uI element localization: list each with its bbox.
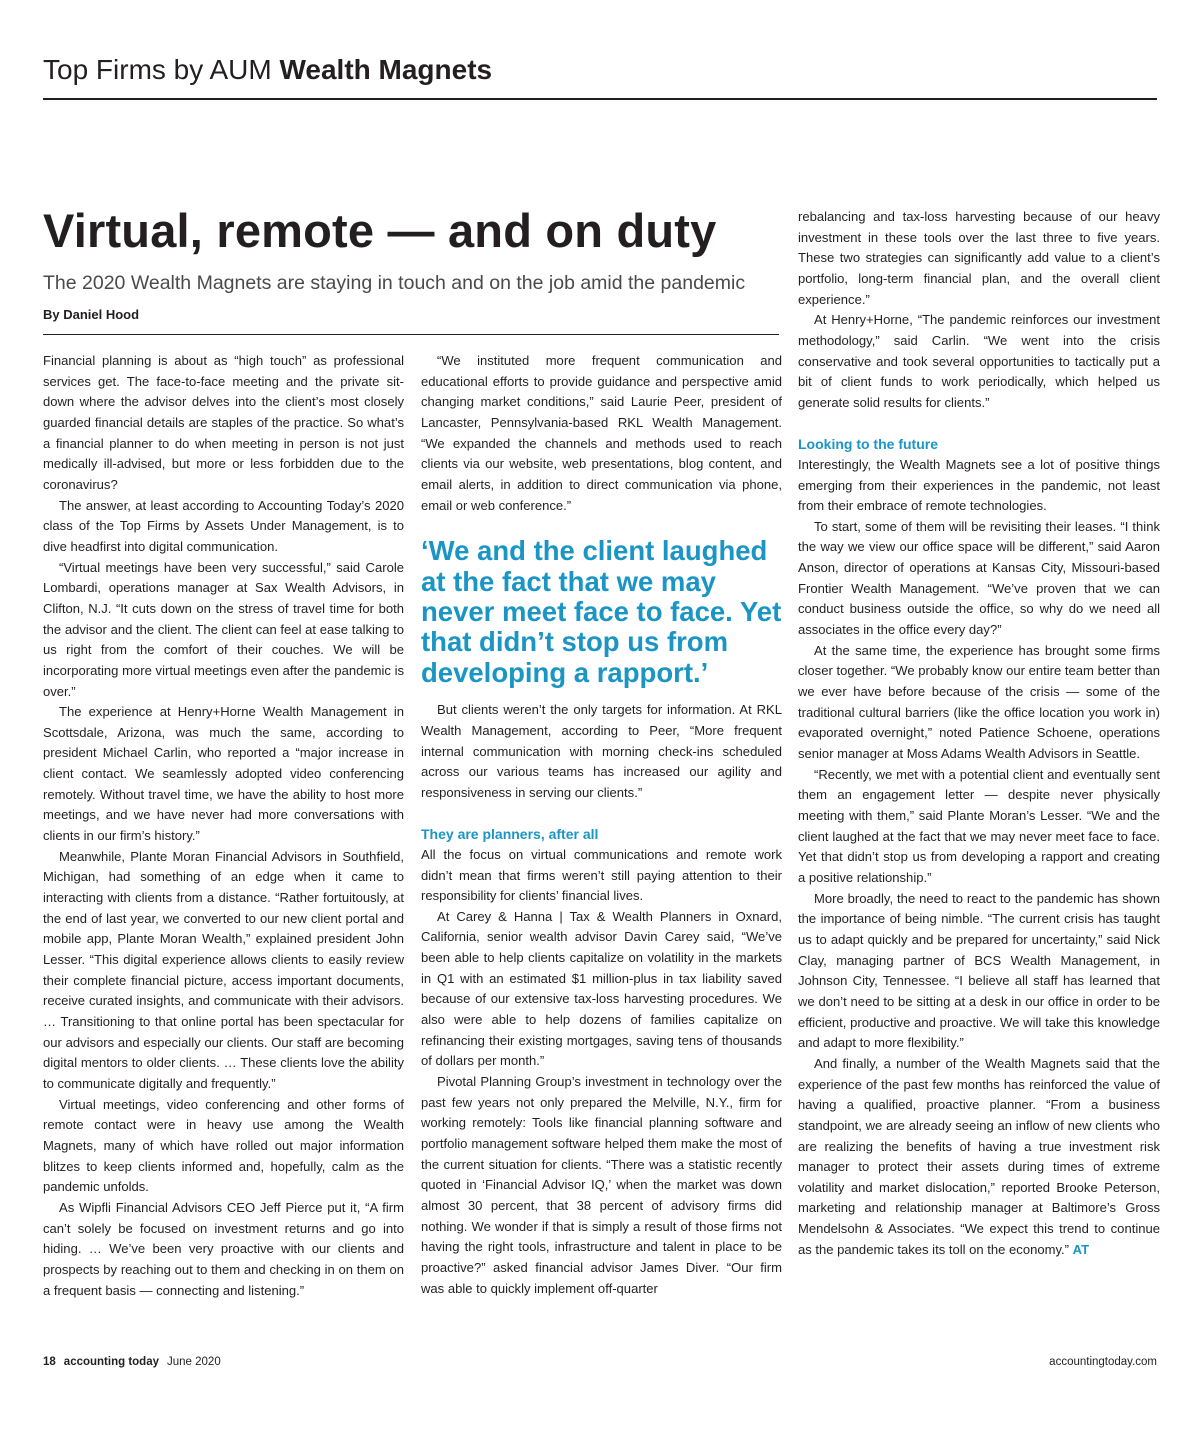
paragraph: To start, some of them will be revisiting their leases. “I think the way we view our office space will be different,” said Aaron Anson, director of operations at Kansas City, Missouri-based Frontier Wealth Management. “We’ve proven that we can conduct business outside the office, so why do we need all associates in the office every day?”	[798, 518, 1160, 638]
paragraph: More broadly, the need to react to the pandemic has shown the importance of being nimble. “The current crisis has taught us to adapt quickly and be prepared for uncertainty,” said Nick Clay, managing partner of BCS Wealth Management, in Johnson City, Tennessee. “I believe all staff has learned that we don’t need to be sitting at a desk in our office in order to be efficient, productive and proactive. We will take this knowledge and adapt to more flexibility.”	[798, 890, 1160, 1051]
title-divider	[43, 334, 779, 335]
issue-date: June 2020	[167, 1356, 221, 1368]
paragraph: All the focus on virtual communications and remote work didn’t mean that firms weren’t still paying attention to their responsibility for clients’ financial lives.	[421, 846, 782, 904]
paragraph: At Carey & Hanna | Tax & Wealth Planners in Oxnard, California, senior wealth advisor Davin Carey said, “We’ve been able to help clients capitalize on volatility in the markets in Q1 with an estimated $1 million-plus in tax liability saved because of our extensive tax-loss harvesting procedures. We also were able to help dozens of families capitalize on refinancing their existing mortgages, saving tens of thousands of dollars per month.”	[421, 908, 782, 1069]
paragraph: “Recently, we met with a potential client and eventually sent them an engagement letter — despite never physically meeting with them,” said Plante Moran’s Lesser. “We and the client laughed at the fact that we may never meet face to face. Yet that didn’t stop us from developing a rapport and creating a positive relationship.”	[798, 766, 1160, 885]
paragraph: Pivotal Planning Group’s investment in technology over the past few years not only prepared the Melville, N.Y., firm for working remotely: Tools like financial planning software and portfolio management software helped them make the most of the current situation for clients. “There was a statistic recently quoted in ‘Financial Advisor IQ,’ when the market was down almost 30 percent, that 38 percent of advisory firms did nothing. We wonder if that is simply a result of those firms not having the right tools, infrastructure and talent in place to be proactive?” asked financial advisor James Diver. “Our firm was able to quickly implement off-quarter	[421, 1074, 782, 1296]
section-label-bold: Wealth Magnets	[279, 54, 493, 85]
footer-left	[43, 1356, 221, 1368]
subhead: The 2020 Wealth Magnets are staying in touch and on the job amid the pandemic	[43, 272, 746, 294]
section-label: Top Firms by AUM	[43, 54, 272, 85]
paragraph: “We instituted more frequent communication and educational efforts to provide guidance and perspective amid changing market conditions,” said Laurie Peer, president of Lancaster, Pennsylvania-based RKL Wealth Management. “We expanded the channels and methods used to reach clients via our website, web presentations, blog content, and email alerts, in addition to direct communication via phone, email or web conference.”	[421, 353, 782, 513]
magazine-name: accounting today	[63, 1356, 159, 1368]
paragraph: At the same time, the experience has brought some firms closer together. “We probably know our entire team better than we ever have before because of the crisis — some of the traditional cultural barriers (like the office location you work in) evaporated overnight,” noted Patience Schoene, operations senior manager at Moss Adams Wealth Advisors in Seattle.	[798, 642, 1160, 762]
paragraph: Meanwhile, Plante Moran Financial Advisors in Southfield, Michigan, had something of an edge when it came to interacting with clients from a distance. “Rather fortuitously, at the end of last year, we converted to our new client portal and mobile app, Plante Moran Wealth,” explained president John Lesser. “This digital experience allows clients to easily review their complete financial picture, access important documents, receive curated insights, and communicate with their advisors. … Transitioning to that online portal has been spectacular for our advisors and especially our clients. Our staff are becoming digital mentors to older clients. … These clients love the ability to communicate digitally and frequently.”	[43, 848, 404, 1091]
column-1	[43, 351, 404, 1301]
paragraph: The answer, at least according to Accounting Today’s 2020 class of the Top Firms by Assets Under Management, is to dive headfirst into digital communication.	[43, 497, 404, 554]
paragraph: The experience at Henry+Horne Wealth Management in Scottsdale, Arizona, was much the same, according to president Michael Carlin, who reported a “major increase in client contact. We seamlessly adopted video conferencing remotely. Without travel time, we have the ability to host more meetings, and we have never had more conversations with clients in our firm’s history.”	[43, 704, 404, 844]
paragraph: rebalancing and tax-loss harvesting because of our heavy investment in these tools over the last three to five years. These two strategies can significantly add value to a client’s portfolio, long-term financial plan, and the overall client experience.”	[798, 209, 1160, 307]
paragraph: At Henry+Horne, “The pandemic reinforces our investment methodology,” said Carlin. “We went into the crisis conservative and took several opportunities to tactically put a bit of client funds to work periodically, which helped us generate solid results for clients.”	[798, 312, 1160, 410]
paragraph: Financial planning is about as “high touch” as professional services get. The face-to-face meeting and the private sit-down where the advisor delves into the client’s most closely guarded financial details are staples of the practice. So what’s a financial planner to do when meeting in person is not just medically ill-advised, but more or less forbidden due to the coronavirus?	[43, 353, 404, 492]
section-heading-planners: They are planners, after all	[421, 826, 599, 843]
section-header	[43, 54, 492, 86]
section-heading-future: Looking to the future	[798, 436, 938, 453]
paragraph-final	[798, 1054, 1160, 1261]
footer-url: accountingtoday.com	[1049, 1356, 1157, 1368]
header-divider	[43, 98, 1157, 100]
paragraph: “Virtual meetings have been very successful,” said Carole Lombardi, operations manager at Sax Wealth Advisors, in Clifton, N.J. “It cuts down on the stress of travel time for both the advisor and the client. The client can feel at ease talking to us right from the comfort of their couches. We will be incorporating more virtual meetings even after the pandemic is over.”	[43, 559, 404, 699]
byline: By Daniel Hood	[43, 307, 140, 322]
column-3	[798, 207, 1160, 1260]
page-number: 18	[43, 1356, 56, 1368]
headline: Virtual, remote — and on duty	[43, 204, 717, 257]
paragraph: As Wipfli Financial Advisors CEO Jeff Pierce put it, “A firm can’t solely be focused on investment returns and go into hiding. … We’ve been very proactive with our clients and prospects by reaching out to them and checking in on them on a frequent basis — connecting and listening.”	[43, 1199, 404, 1298]
pull-quote: ‘We and the client laughed at the fact that we may never meet face to face. Yet that didn’t stop us from developing a rapport.’	[421, 535, 782, 688]
paragraph: Interestingly, the Wealth Magnets see a lot of positive things emerging from their experiences in the pandemic, not least from their embrace of remote technologies.	[798, 456, 1160, 514]
end-mark: AT	[1072, 1241, 1090, 1257]
paragraph: Virtual meetings, video conferencing and other forms of remote contact were in heavy use among the Wealth Magnets, many of which have rolled out major information blitzes to keep clients informed and, hopefully, calm as the pandemic unfolds.	[43, 1096, 404, 1195]
column-2	[421, 351, 782, 1299]
paragraph-text: And finally, a number of the Wealth Magnets said that the experience of the past few months has reinforced the value of having a qualified, proactive planner. “From a business standpoint, we are already seeing an inflow of new clients who are realizing the benefits of having a true investment risk manager to protect their assets during times of extreme volatility and market dislocation,” reported Brooke Peterson, marketing and relationship manager at Baltimore’s Gross Mendelsohn & Associates. “We expect this trend to continue as the pandemic takes its toll on the economy.”	[798, 1055, 1160, 1257]
paragraph: But clients weren’t the only targets for information. At RKL Wealth Management, according to Peer, “More frequent internal communication with morning check-ins scheduled across our various teams has increased our agility and responsiveness in serving our clients.”	[421, 702, 782, 800]
